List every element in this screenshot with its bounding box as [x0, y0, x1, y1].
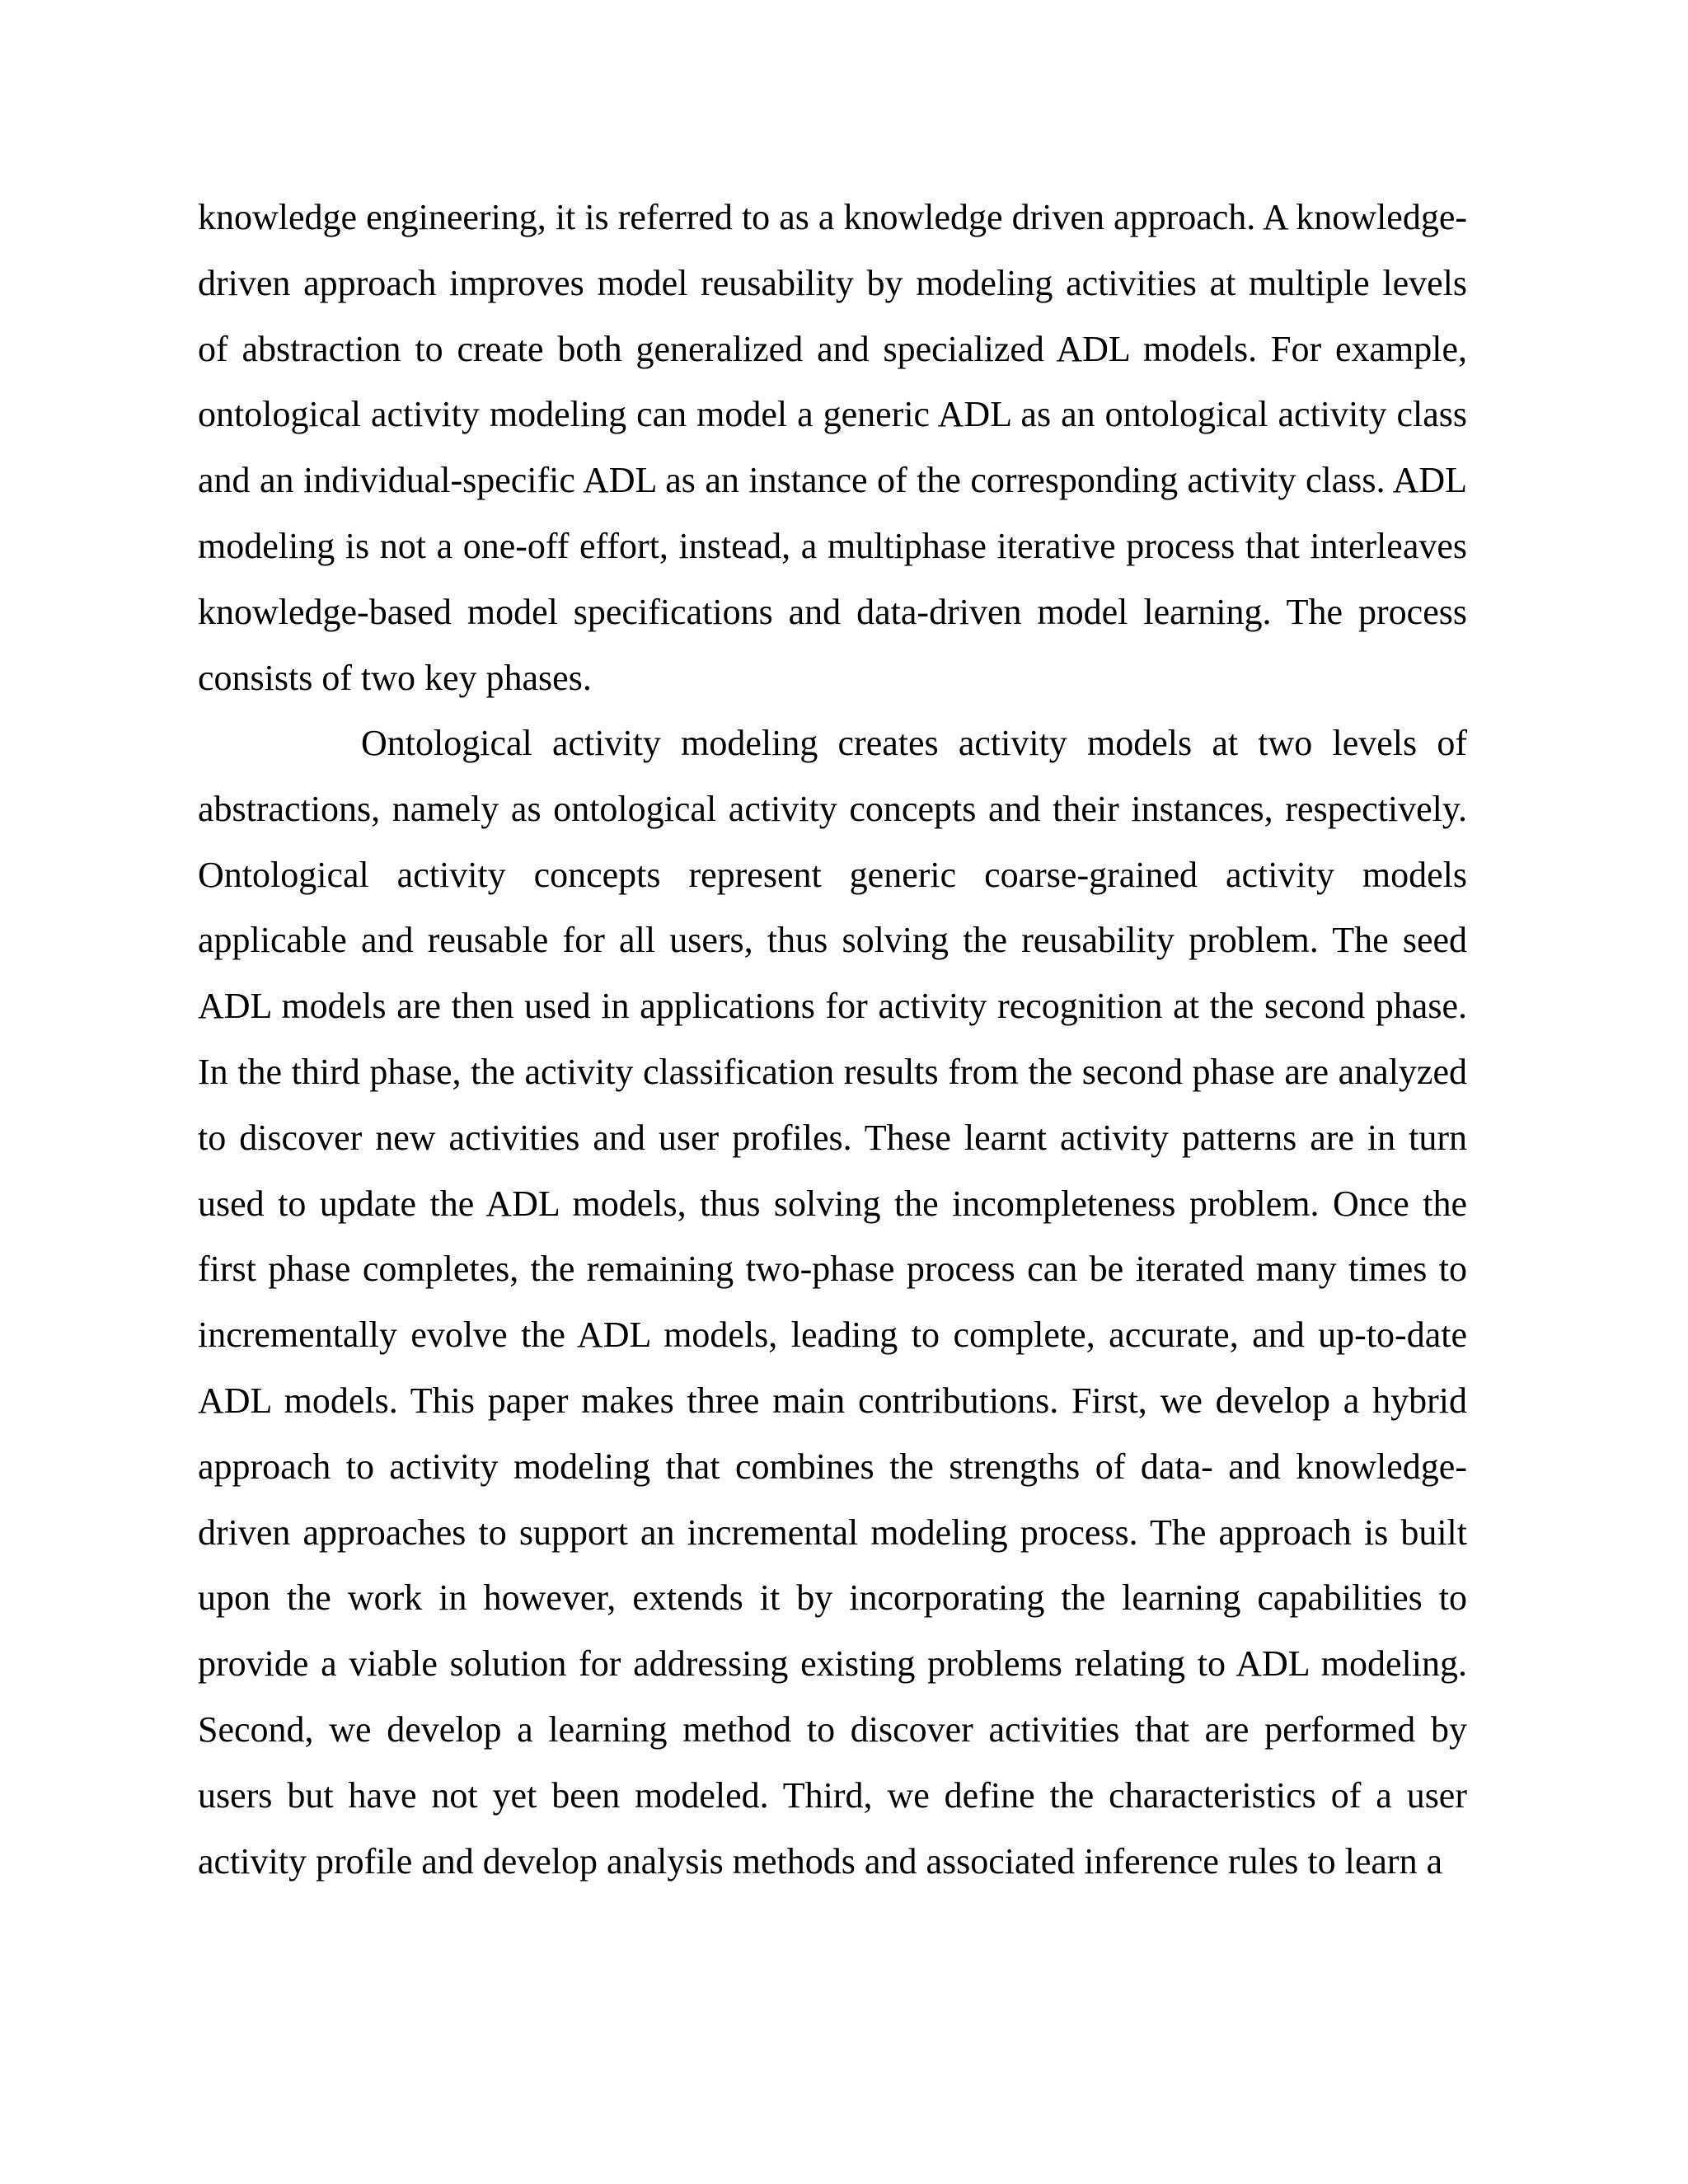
paragraph-1: knowledge engineering, it is referred to as a knowledge driven approach. A knowledge-driven approach improves model reusability by modeling activities at multiple levels of abstraction to create both generalized and specialized ADL models. For example, ontological activity modeling can model a generic ADL as an ontological activity class and an individual-specific ADL as an instance of the corresponding activity class. ADL modeling is not a one-off effort, instead, a multiphase iterative process that interleaves knowledge-based model specifications and data-driven model learning. The process consists of two key phases. — [198, 197, 1467, 698]
paragraph-2: Ontological activity modeling creates activity models at two levels of abstractions, namely as ontological activity concepts and their instances, respectively. Ontological activity concepts represent generic coarse-grained activity models applicable and reusable for all users, thus solving the reusability problem. The seed ADL models are then used in applications for activity recognition at the second phase. In the third phase, the activity classification results from the second phase are analyzed to discover new activities and user profiles. These learnt activity patterns are in turn used to update the ADL models, thus solving the incompleteness problem. Once the first phase completes, the remaining two-phase process can be iterated many times to incrementally evolve the ADL models, leading to complete, accurate, and up-to-date ADL models. This paper makes three main contributions. First, we develop a hybrid approach to activity modeling that combines the strengths of data- and knowledge-driven approaches to support an incremental modeling process. The approach is built upon the work in however, extends it by incorporating the learning capabilities to provide a viable solution for addressing existing problems relating to ADL modeling. Second, we develop a learning method to discover activities that are performed by users but have not yet been modeled. Third, we define the characteristics of a user activity profile and develop analysis methods and associated inference rules to learn a — [198, 723, 1467, 1882]
paragraph-1-block — [198, 185, 1467, 710]
paragraph-2-block — [198, 710, 1467, 1894]
